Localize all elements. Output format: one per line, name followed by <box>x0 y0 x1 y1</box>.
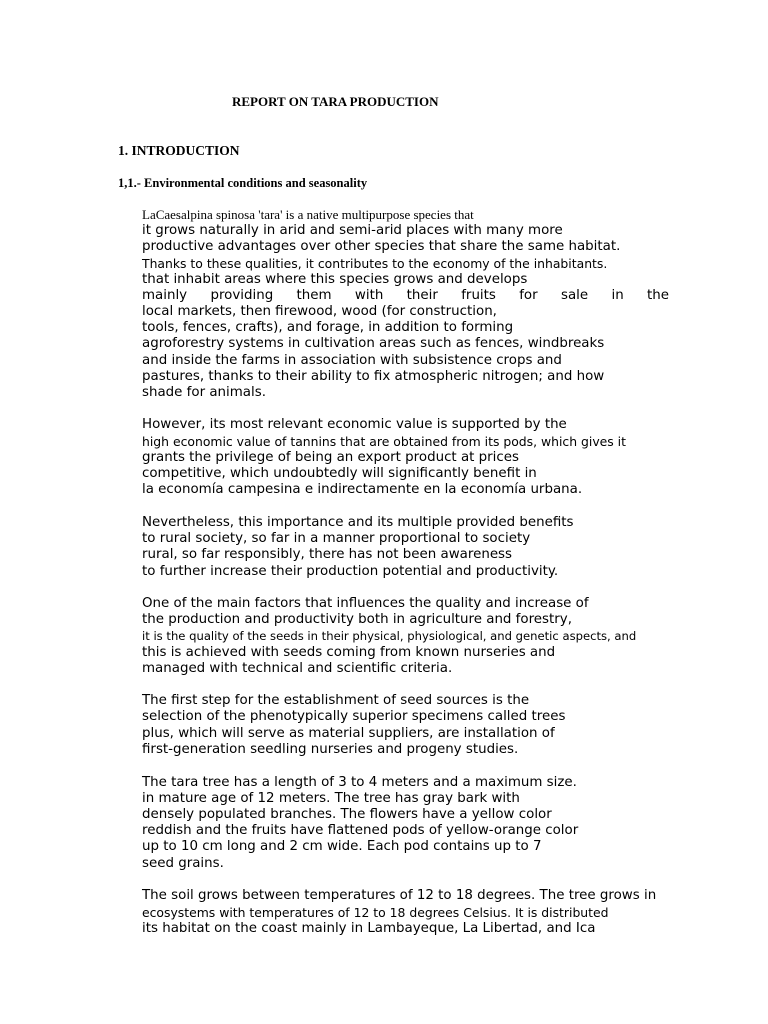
body-line: reddish and the fruits have flattened pods of yellow-orange color <box>142 823 579 838</box>
body-line: LaCaesalpina spinosa 'tara' is a native multipurpose species that <box>142 207 474 222</box>
body-line: tools, fences, crafts), and forage, in addition to forming <box>142 320 514 335</box>
body-line: ecosystems with temperatures of 12 to 18 degrees Celsius. It is distributed <box>142 905 609 920</box>
report-title: REPORT ON TARA PRODUCTION <box>232 94 439 109</box>
body-line: up to 10 cm long and 2 cm wide. Each pod contains up to 7 <box>142 839 542 854</box>
body-line: local markets, then firewood, wood (for construction, <box>142 304 497 319</box>
body-line: it is the quality of the seeds in their physical, physiological, and genetic aspects, and <box>142 629 637 643</box>
body-line: However, its most relevant economic value is supported by the <box>142 417 567 432</box>
body-line: densely populated branches. The flowers have a yellow color <box>142 807 552 822</box>
body-line: this is achieved with seeds coming from known nurseries and <box>142 645 556 660</box>
body-line: mainly providing them with their fruits for sale in the <box>142 288 669 303</box>
body-line: la economía campesina e indirectamente en la economía urbana. <box>142 482 583 497</box>
body-line: high economic value of tannins that are obtained from its pods, which gives it <box>142 434 626 449</box>
body-line: The first step for the establishment of seed sources is the <box>142 693 530 708</box>
body-line: shade for animals. <box>142 385 266 400</box>
section-heading: 1. INTRODUCTION <box>118 143 240 158</box>
body-line: managed with technical and scientific criteria. <box>142 661 453 676</box>
body-line: its habitat on the coast mainly in Lambayeque, La Libertad, and Ica <box>142 921 596 936</box>
body-line: in mature age of 12 meters. The tree has gray bark with <box>142 791 520 806</box>
body-line: plus, which will serve as material suppliers, are installation of <box>142 726 555 741</box>
body-line: The tara tree has a length of 3 to 4 meters and a maximum size. <box>142 775 577 790</box>
body-line: to further increase their production potential and productivity. <box>142 564 559 579</box>
body-line: the production and productivity both in agriculture and forestry, <box>142 612 572 627</box>
body-line: selection of the phenotypically superior specimens called trees <box>142 709 566 724</box>
body-line: grants the privilege of being an export product at prices <box>142 450 519 465</box>
body-line: The soil grows between temperatures of 12 to 18 degrees. The tree grows in <box>142 888 657 903</box>
body-line: Nevertheless, this importance and its multiple provided benefits <box>142 515 574 530</box>
body-line: seed grains. <box>142 856 224 871</box>
body-line: and inside the farms in association with subsistence crops and <box>142 353 562 368</box>
body-line: One of the main factors that influences the quality and increase of <box>142 596 589 611</box>
body-line: productive advantages over other species that share the same habitat. <box>142 239 621 254</box>
body-line: Thanks to these qualities, it contributes to the economy of the inhabitants. <box>142 256 608 271</box>
body-line: it grows naturally in arid and semi-arid places with many more <box>142 223 563 238</box>
body-line: pastures, thanks to their ability to fix atmospheric nitrogen; and how <box>142 369 605 384</box>
body-line: competitive, which undoubtedly will significantly benefit in <box>142 466 537 481</box>
body-line: to rural society, so far in a manner proportional to society <box>142 531 531 546</box>
body-line: agroforestry systems in cultivation areas such as fences, windbreaks <box>142 336 605 351</box>
subsection-heading: 1,1.- Environmental conditions and seasonality <box>118 176 368 190</box>
body-line: rural, so far responsibly, there has not been awareness <box>142 547 513 562</box>
body-line: that inhabit areas where this species grows and develops <box>142 272 528 287</box>
body-line: first-generation seedling nurseries and progeny studies. <box>142 742 519 757</box>
